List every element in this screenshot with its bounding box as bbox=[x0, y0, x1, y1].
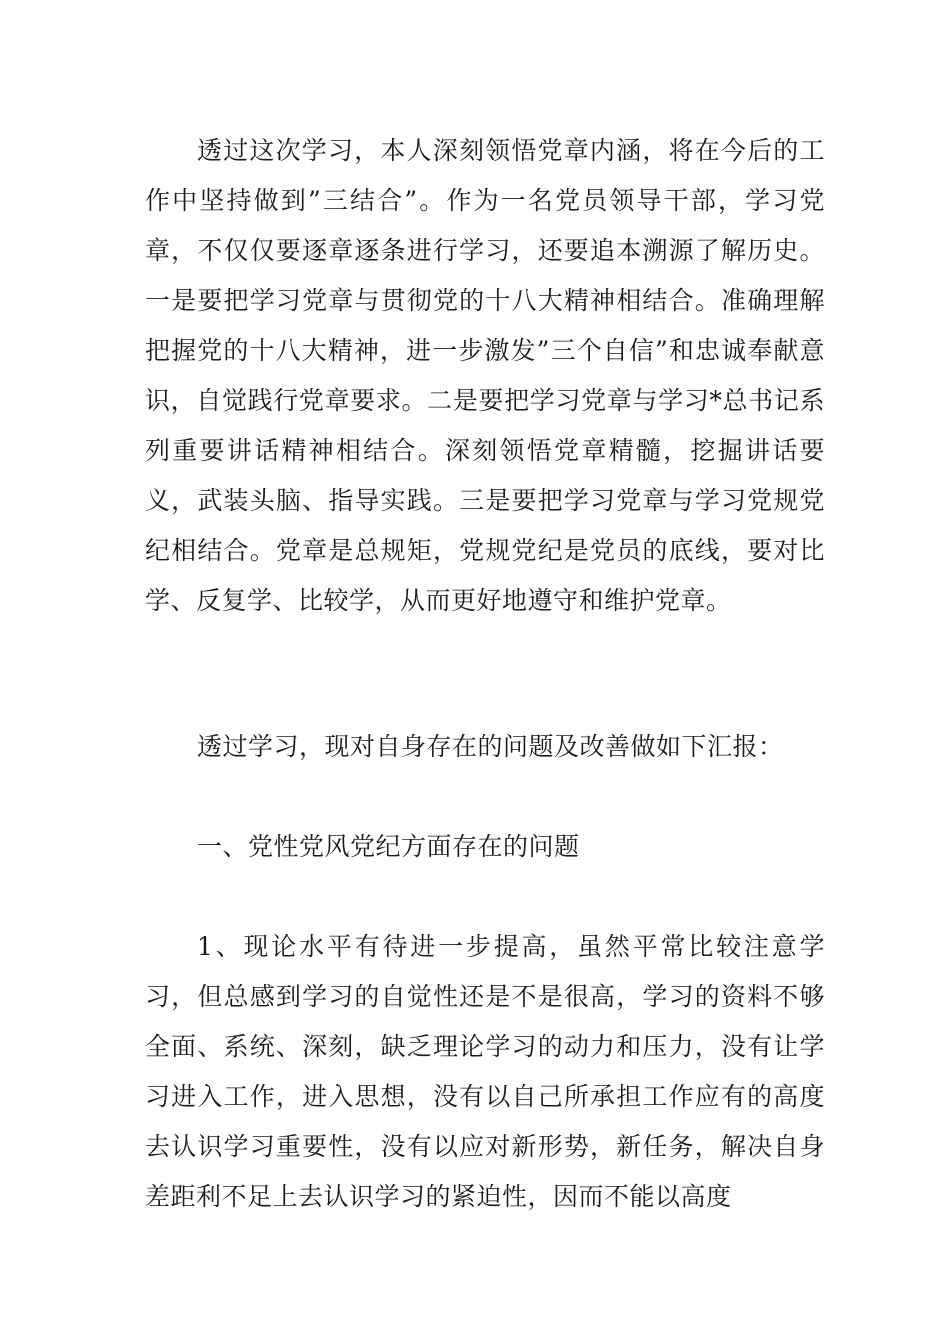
paragraph-report-intro: 透过学习，现对自身存在的问题及改善做如下汇报： bbox=[197, 732, 784, 761]
paragraph-party-constitution-study: 透过这次学习，本人深刻领悟党章内涵，将在今后的工作中坚持做到”三结合”。作为一名党员领导干部，学习党章，不仅仅要逐章逐条进行学习，还要追本溯源了解历史。一是要把学习党章与贯彻党的十八大精神相结合。准确理解把握党的十八大精神，进一步激发”三个自信”和忠诚奉献意识，自觉践行党章要求。二是要把学习党章与学习*总书记系列重要讲话精神相结合。深刻领悟党章精髓，挖掘讲话要义，武装头脑、指导实践。三是要把学习党章与学习党规党纪相结合。党章是总规矩，党规党纪是党员的底线，要对比学、反复学、比较学，从而更好地遵守和维护党章。 bbox=[145, 136, 825, 615]
section-heading-problems: 一、党性党风党纪方面存在的问题 bbox=[197, 832, 580, 861]
paragraph-problem-1: 1、现论水平有待进一步提高，虽然平常比较注意学习，但总感到学习的自觉性还是不是很高，学习的资料不够全面、系统、深刻，缺乏理论学习的动力和压力，没有让学习进入工作，进入思想，没有以自己所承担工作应有的高度去认识学习重要性，没有以应对新形势，新任务，解决自身差距利不足上去认识学习的紧迫性，因而不能以高度 bbox=[145, 932, 825, 1211]
